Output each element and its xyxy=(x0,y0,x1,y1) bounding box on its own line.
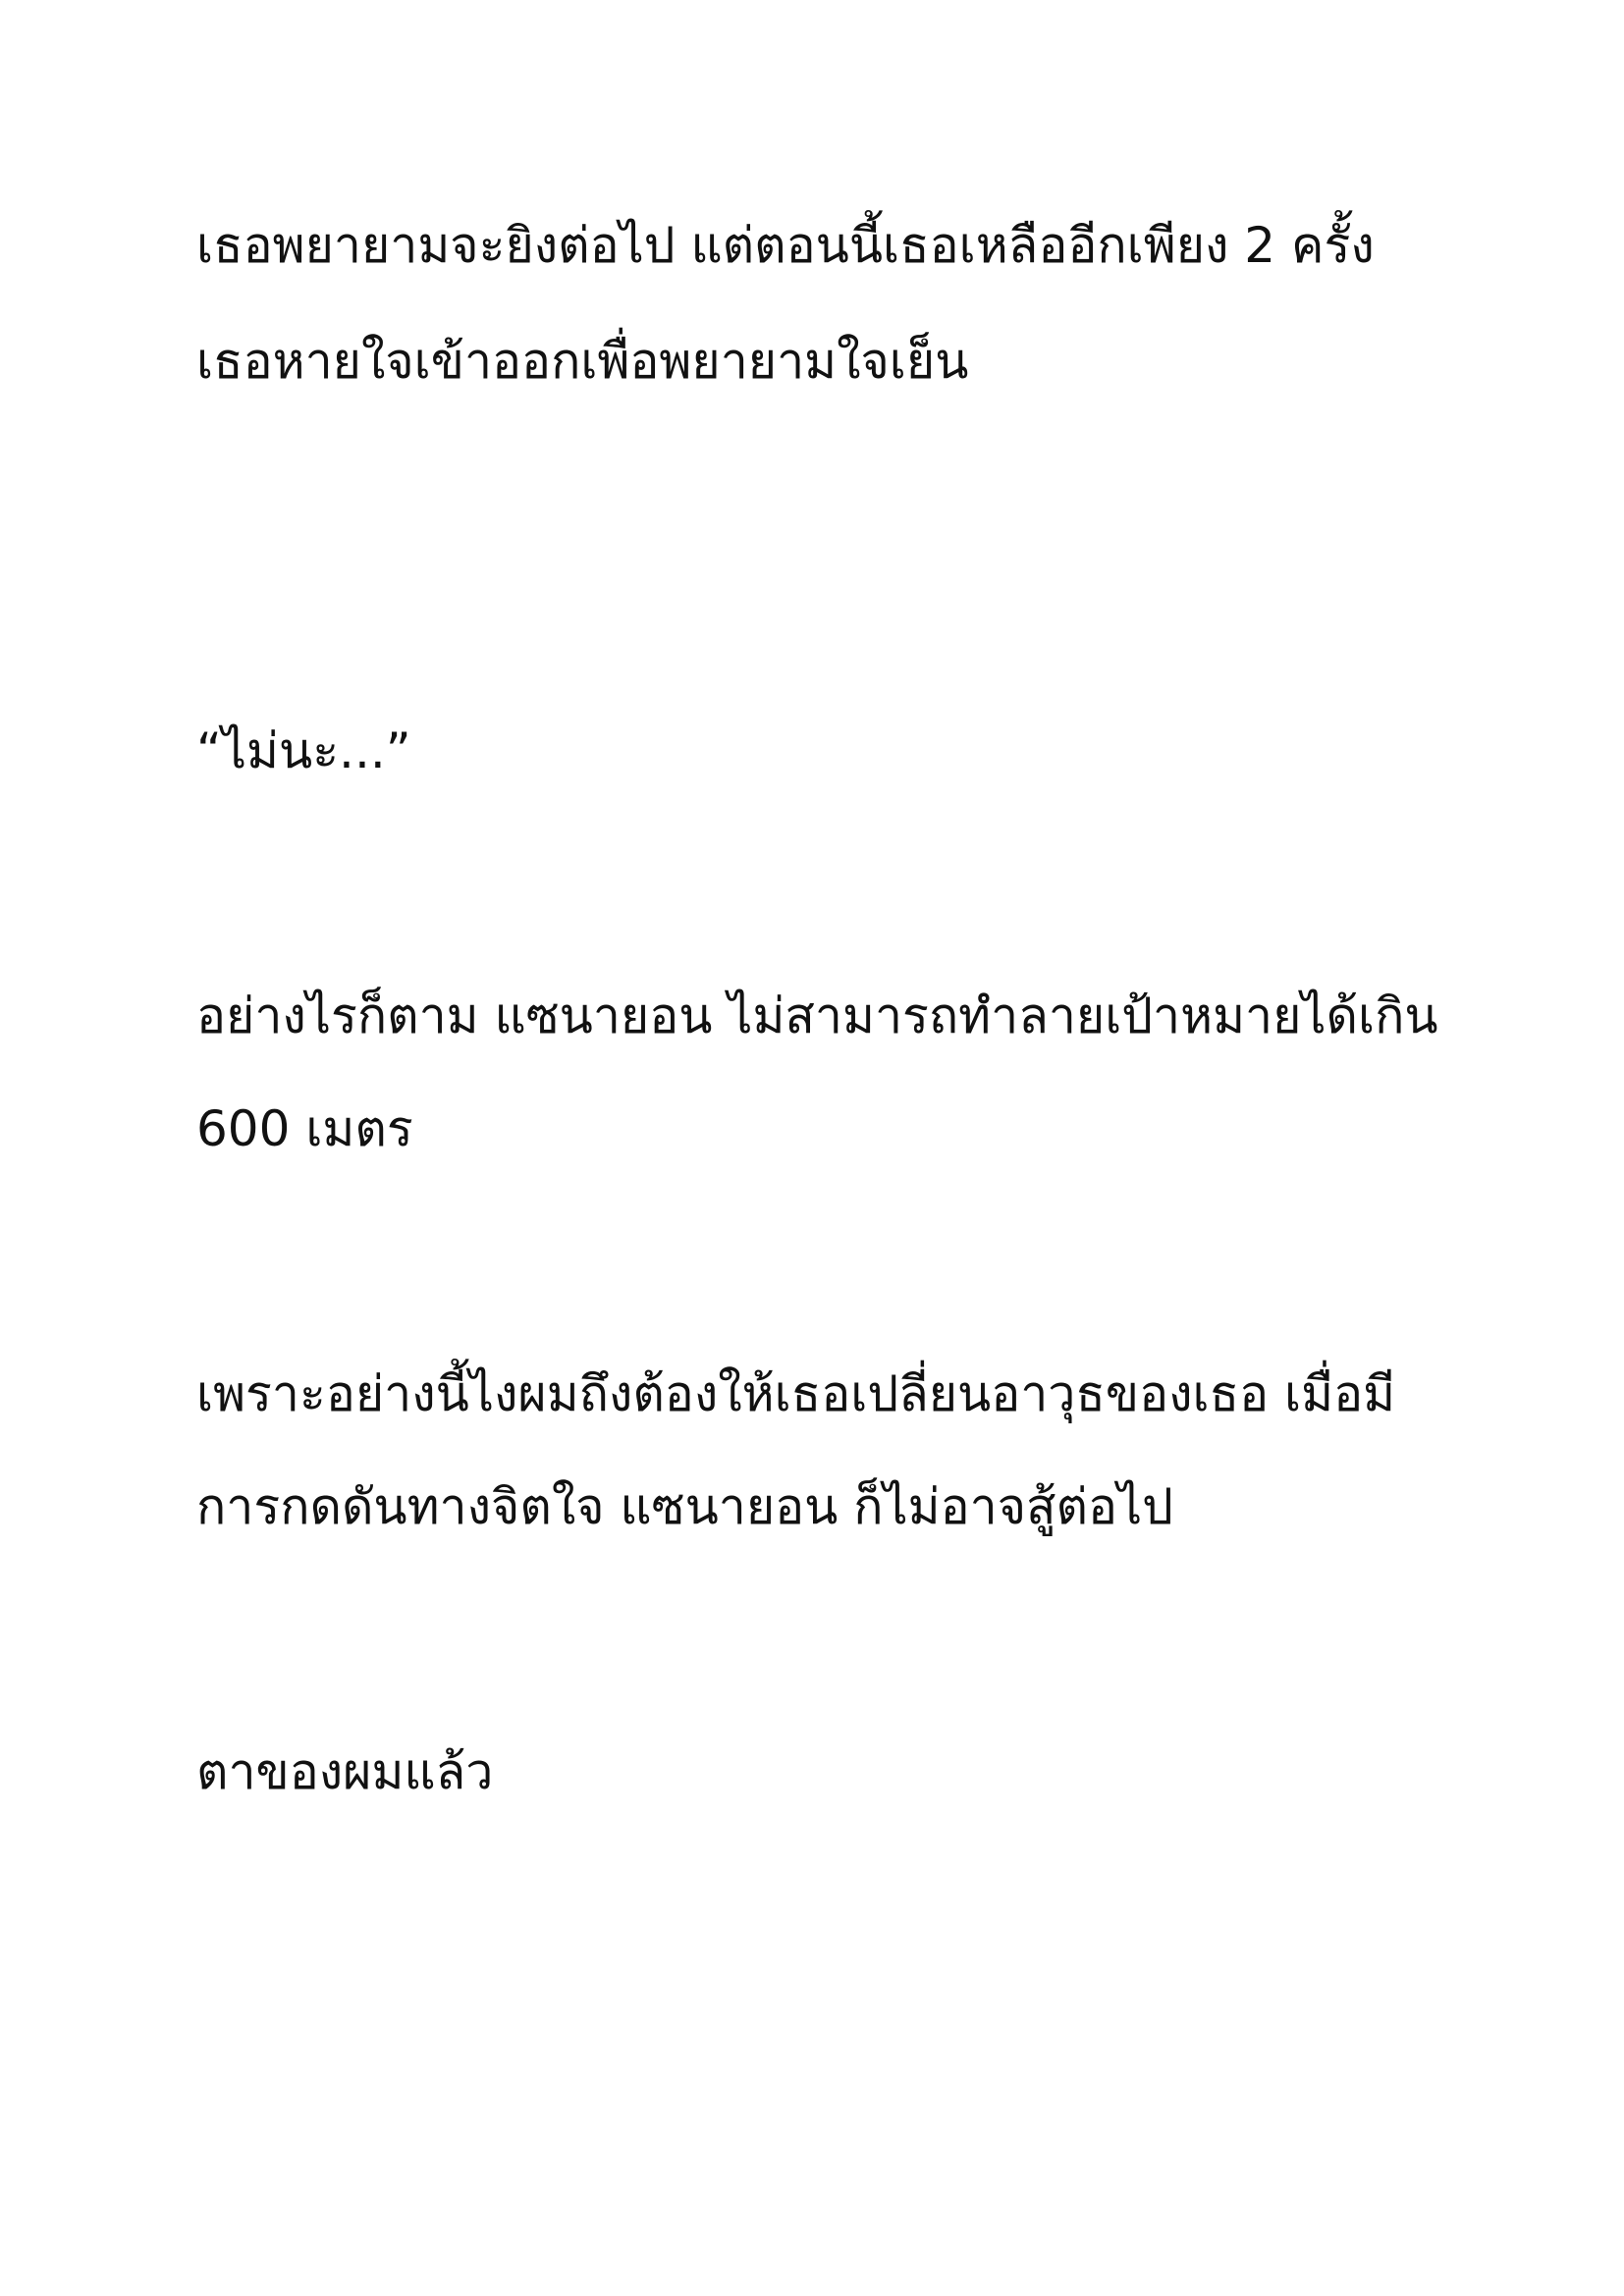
paragraph-3-line-1: อย่างไรก็ตาม แซนายอน ไม่สามารถทำลายเป้าหมายได้เกิน xyxy=(196,988,1438,1044)
paragraph-4-line-2: การกดดันทางจิตใจ แซนายอน ก็ไม่อาจสู้ต่อไป xyxy=(196,1478,1173,1535)
paragraph-2-line-1: “ไม่นะ...” xyxy=(196,722,411,779)
paragraph-1-line-2: เธอหายใจเข้าออกเพื่อพยายามใจเย็น xyxy=(196,333,969,390)
paragraph-1-line-1: เธอพยายามจะยิงต่อไป แต่ตอนนี้เธอเหลืออีกเพียง 2 ครั้ง xyxy=(196,217,1375,274)
paragraph-5-line-1: ตาของผมแล้ว xyxy=(196,1743,494,1800)
paragraph-4-line-1: เพราะอย่างนี้ไงผมถึงต้องให้เธอเปลี่ยนอาวุธของเธอ เมื่อมี xyxy=(196,1365,1396,1422)
paragraph-3-line-2: 600 เมตร xyxy=(196,1100,413,1157)
